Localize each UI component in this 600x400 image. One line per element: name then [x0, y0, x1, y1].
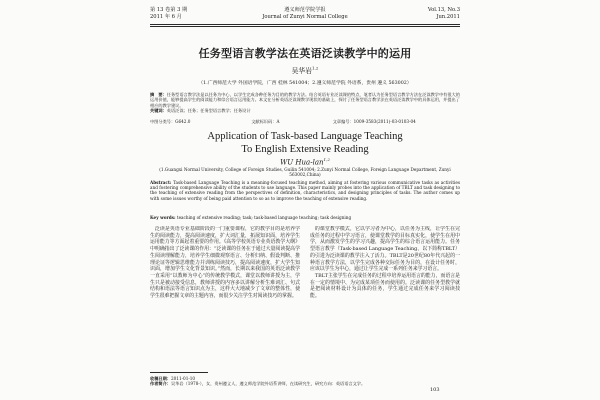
author-bio: 吴华岩（1978-），女，贵州遵义人，遵义师范学院外语系讲师，在读研究生，研究方向：英语语言文学。 [170, 381, 366, 387]
abstract-cn-block [150, 92, 460, 114]
author-bio-line [150, 381, 460, 386]
journal-name-cn: 遵义师范学院学报 [284, 7, 326, 13]
keywords-cn-label: 关键词： [150, 108, 167, 114]
author-name-en: WU Hua-lan [280, 158, 324, 167]
header-right [428, 7, 460, 21]
keywords-en-text: teaching of extensive reading; task; task-based language teaching; task designing [176, 215, 352, 220]
header-rule [150, 24, 460, 25]
abstract-en [150, 180, 460, 201]
classification-line [150, 119, 460, 125]
article-title-en-2: To English Extensive Reading [241, 144, 369, 155]
abstract-en-text: Task-based Language Teaching is a meaning-focused teaching method, aiming at fostering various communicative tasks as activities and fostering comprehensive ability of the students to use language. This paper mainly probes into the application of TBLT and task designing to the teaching of extensive reading from the perspectives of definition, characteristics, and designing principles of tasks. The author comes up with some issues worthy of being paid attention to so as to improve the teaching of extensive reading. [150, 180, 460, 201]
footnote-separator [150, 372, 208, 373]
date-en: Jun.2011 [436, 14, 460, 20]
footnote [150, 376, 460, 386]
journal-name-en: Journal of Zunyi Normal College [262, 14, 348, 20]
abstract-en-label: Abstract: [150, 180, 172, 185]
body-paragraph: TBLT主张学生在完成任务的过程中培养运用语言的能力，而语言是在一定的情境中、为完成某项任务而使用的。泛读课的任务型教学就是把阅读材料设计为具体的任务，学生通过完成任务来学习阅读技能。 [310, 272, 460, 300]
article-title-en-1: Application of Task-based Language Teaching [207, 131, 403, 142]
received-label: 收稿日期： [150, 376, 171, 381]
affiliation-cn: （1.广西师范大学 外国语学院，广西 桂林 541004；2.遵义师范学院 外语系，贵州 遵义 563002） [198, 81, 412, 86]
volume-issue-cn: 第 13 卷第 3 期 [150, 7, 188, 13]
doc-code: 文献标识码：A [251, 119, 280, 124]
affiliation-en: (1.Guangxi Normal University, College of Foreign Studies, Guilin 541004; 2.Zunyi Normal College, Foreign Language Department, Zunyi 563002,China) [159, 167, 451, 178]
author-sup-en: 1,2 [323, 157, 330, 162]
author-name-cn: 吴华岩 [291, 67, 312, 75]
abstract-cn [150, 92, 460, 108]
body-column-left [150, 226, 300, 366]
keywords-cn [150, 108, 460, 113]
author-bio-label: 作者简介： [150, 381, 171, 387]
author-en [150, 157, 460, 166]
keywords-en-label: Key words: [150, 215, 176, 220]
body-paragraph: 泛读是英语专业基础阶段的一门重要课程，它的教学目的是培养学生的阅读能力，提高阅读速度，扩大词汇量，拓展知识面，培养学生运用能力等方面起着重要的作用。《高等学校英语专业英语教学大纲》中明确指出了泛读课的作用：“泛读课的任务在于通过大量阅读提高学生阅读理解能力，培养学生细微观察语言、分析归纳、假设判断、推理论证等逻辑思维能力并训练阅读技巧，提高阅读速度，扩大学生知识面，增加学生文化背景知识。”然而，长期以来我国的英语泛读教学一直采用“以教师为中心”的传统教学模式，课堂以教师讲授为主，学生只是被动接受信息，教师讲授的内容多以讲解分析生难词汇、句式结构和语法等语言知识点为主，这样大大地减少了文章的整体性，使学生很难把握文章的主题内容，而很少关注学生对阅读技巧的掌握。 [150, 226, 300, 300]
abstract-cn-text: 任务型语言教学法是以任务为中心，以学生完成各种任务为目的的教学方法。结合英语专业泛读课的特点，笔者认为任务型语言教学方法在泛读教学中有很大的运用价值，能够提高学生的阅读能力和综合语言运用能力。本文在分析英语泛读课教学现状的基础上，探讨了任务型语言教学法在英语泛读教学中的具体运用，并提出了相应的教学建议。 [150, 92, 460, 108]
author-cn [150, 65, 460, 75]
abstract-cn-label: 摘 要： [150, 92, 167, 97]
page-number: 103 [430, 387, 440, 393]
volume-issue-en: Vol.13, No.3 [427, 7, 460, 13]
author-sup-cn: 1,2 [312, 65, 319, 71]
clc-number: 中图分类号：G642.0 [150, 119, 191, 124]
keywords-cn-text: 英语泛读；任务；任务型语言教学；任务设计 [166, 108, 251, 114]
received-date: 2011-01-10 [170, 376, 196, 381]
header-center [150, 7, 460, 21]
body-paragraph: 的课堂教学模式，它以学习者为中心，以任务为主线，让学生在完成任务的过程中学习语言，使课堂教学的目标真实化，使学生在用中学，从而激发学生的学习兴趣，提高学生的综合语言运用能力。任务型语言教学（Task-based Language Teaching，以下简称TBLT）的引进为泛读课的教学注入了活力。TBLT是20世纪80年代兴起的一种语言教学方法，以学生完成各种交际任务为目的，在设计任务时，应该以学生为中心，通过让学生完成一系列任务来学习语言。 [310, 226, 460, 273]
keywords-en [150, 215, 460, 220]
header-rule-thin [150, 26, 460, 27]
body-columns [150, 226, 460, 366]
article-number: 文章编号：1009-3583(2011)-03-0103-04 [332, 119, 416, 124]
date-cn: 2011 年 6 月 [150, 14, 182, 20]
body-column-right [310, 226, 460, 366]
article-title-cn: 任务型语言教学法在英语泛读教学中的运用 [198, 47, 412, 60]
